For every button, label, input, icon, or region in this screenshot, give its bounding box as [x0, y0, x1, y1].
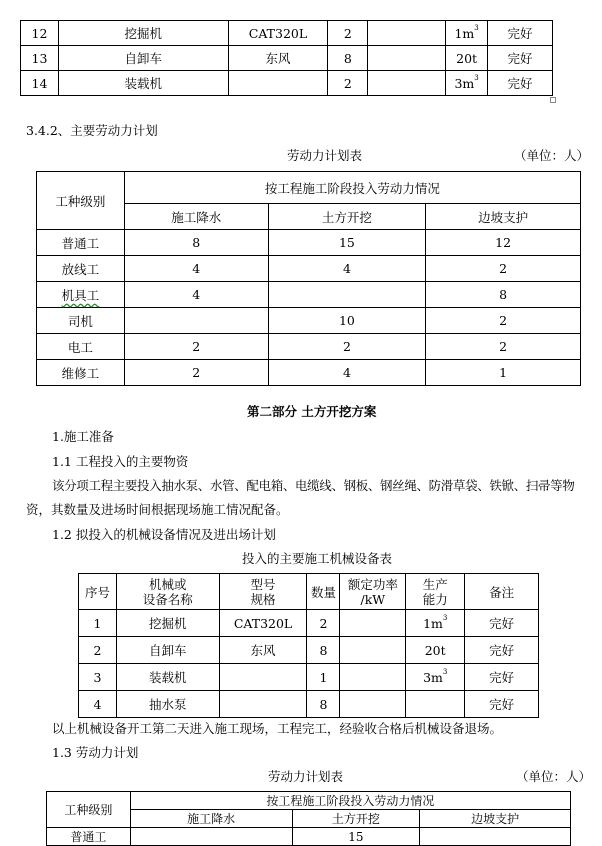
- equipment-table-continued: [20, 20, 553, 96]
- labor2-row-type: 普通工: [47, 828, 131, 846]
- equipment-capacity: 20t: [406, 637, 465, 664]
- equipment-qty: 8: [307, 691, 340, 718]
- row-number: 1: [79, 610, 117, 637]
- equipment-name: 挖掘机: [58, 21, 228, 46]
- table-row: [37, 256, 581, 282]
- equip-head-capacity: 生产 能力: [406, 574, 465, 610]
- table-row: [79, 691, 539, 718]
- equipment-table-title: 投入的主要施工机械设备表: [242, 551, 393, 566]
- equipment-model: CAT320L: [228, 21, 328, 46]
- labor-type: 司机: [37, 308, 125, 334]
- equipment-capacity: 20t: [446, 46, 488, 71]
- equip-head-name: 机械或 设备名称: [116, 574, 219, 610]
- labor-type: 机具工: [37, 282, 125, 308]
- equipment-note: 完好: [465, 691, 539, 718]
- labor-count: 8: [426, 282, 581, 308]
- equipment-power: [368, 21, 446, 46]
- table-row: [37, 360, 581, 386]
- equip-head-model: 型号 规格: [219, 574, 307, 610]
- equipment-note: 完好: [465, 664, 539, 691]
- labor2-cell: [130, 828, 292, 846]
- equipment-note: 完好: [465, 637, 539, 664]
- equipment-power: [340, 664, 406, 691]
- equipment-qty: 8: [307, 637, 340, 664]
- equip-head-power: 额定功率 /kW: [340, 574, 406, 610]
- row-number: 3: [79, 664, 117, 691]
- labor-table-unit: （单位：人）: [514, 148, 590, 163]
- equipment-name: 装载机: [58, 71, 228, 96]
- table-resize-handle[interactable]: [550, 97, 556, 103]
- equipment-capacity: $1m^3$: [406, 610, 465, 637]
- table-row: [21, 46, 553, 71]
- paragraph-materials: 该分项工程主要投入抽水泵、水管、配电箱、电缆线、钢板、钢丝绳、防滑草袋、铁锨、扫帚等物: [52, 478, 575, 493]
- table-row: [21, 71, 553, 96]
- labor2-head-span: 按工程施工阶段投入劳动力情况: [130, 792, 570, 810]
- equipment-model: [219, 691, 307, 718]
- table-row: [79, 637, 539, 664]
- labor-stage: 土方开挖: [268, 204, 426, 230]
- table-row: [79, 610, 539, 637]
- equipment-power: [340, 610, 406, 637]
- labor-count: 15: [268, 230, 426, 256]
- labor-count: 2: [268, 334, 426, 360]
- equipment-name: 抽水泵: [116, 691, 219, 718]
- equipment-model: [228, 71, 328, 96]
- row-number: 14: [21, 71, 59, 96]
- equipment-qty: 1: [307, 664, 340, 691]
- row-number: 2: [79, 637, 117, 664]
- equipment-model: 东风: [219, 637, 307, 664]
- row-number: 12: [21, 21, 59, 46]
- labor-count: 8: [124, 230, 268, 256]
- equipment-model: [219, 664, 307, 691]
- equipment-name: 挖掘机: [116, 610, 219, 637]
- equipment-capacity: [406, 691, 465, 718]
- labor2-head-type: 工种级别: [47, 792, 131, 828]
- equipment-power: [368, 71, 446, 96]
- equipment-capacity: $3m^3$: [406, 664, 465, 691]
- labor2-cell: [420, 828, 571, 846]
- labor-type: 电工: [37, 334, 125, 360]
- equipment-qty: 2: [328, 71, 368, 96]
- equipment-table: [78, 573, 539, 718]
- labor-count: 4: [124, 282, 268, 308]
- table-row: [37, 230, 581, 256]
- equipment-note: 完好: [465, 610, 539, 637]
- paragraph-materials-cont: 资，其数量及进场时间根据现场施工情况配备。: [26, 502, 289, 517]
- table-row: [37, 308, 581, 334]
- equipment-capacity: $3m^3$: [446, 71, 488, 96]
- labor-count: 4: [268, 360, 426, 386]
- equipment-name: 自卸车: [58, 46, 228, 71]
- labor-count: 2: [426, 308, 581, 334]
- labor-stage: 边坡支护: [426, 204, 581, 230]
- equip-head-qty: 数量: [307, 574, 340, 610]
- equipment-power: [340, 637, 406, 664]
- labor-count: 2: [124, 334, 268, 360]
- equipment-note: 完好: [488, 21, 553, 46]
- equipment-name: 自卸车: [116, 637, 219, 664]
- labor2-stage: 边坡支护: [420, 810, 571, 828]
- table-row: [79, 664, 539, 691]
- labor2-cell: 15: [292, 828, 420, 846]
- labor-stage: 施工降水: [124, 204, 268, 230]
- labor-count: 1: [426, 360, 581, 386]
- equipment-qty: 2: [328, 21, 368, 46]
- equipment-name: 装载机: [116, 664, 219, 691]
- row-number: 4: [79, 691, 117, 718]
- equipment-note: 完好: [488, 46, 553, 71]
- heading-1-1: 1.1 工程投入的主要物资: [52, 454, 189, 469]
- table-row: [37, 334, 581, 360]
- labor-count: [124, 308, 268, 334]
- equipment-note: 以上机械设备开工第二天进入施工现场，工程完工，经验收合格后机械设备退场。: [52, 721, 503, 736]
- labor-count: 12: [426, 230, 581, 256]
- equipment-note: 完好: [488, 71, 553, 96]
- table-row: [21, 21, 553, 46]
- labor-type: 普通工: [37, 230, 125, 256]
- labor-table: [36, 171, 581, 386]
- labor-count: 2: [426, 256, 581, 282]
- labor-table-2-unit: （单位：人）: [516, 769, 592, 784]
- labor-head-span: 按工程施工阶段投入劳动力情况: [124, 172, 580, 204]
- labor-count: [268, 282, 426, 308]
- labor2-stage: 施工降水: [130, 810, 292, 828]
- labor-type: 放线工: [37, 256, 125, 282]
- labor-count: 2: [124, 360, 268, 386]
- table-row: [37, 282, 581, 308]
- equipment-model: 东风: [228, 46, 328, 71]
- equipment-power: [368, 46, 446, 71]
- equipment-model: CAT320L: [219, 610, 307, 637]
- heading-1-3: 1.3 劳动力计划: [52, 745, 139, 760]
- equip-head-no: 序号: [79, 574, 117, 610]
- part2-title: 第二部分 土方开挖方案: [247, 404, 377, 419]
- labor-table-2-title: 劳动力计划表: [268, 769, 344, 784]
- equipment-qty: 2: [307, 610, 340, 637]
- heading-1-2: 1.2 拟投入的机械设备情况及进出场计划: [52, 527, 276, 542]
- section-342-heading: 3.4.2、主要劳动力计划: [26, 123, 158, 138]
- labor-count: 2: [426, 334, 581, 360]
- labor-count: 10: [268, 308, 426, 334]
- labor-table-2: [46, 791, 571, 846]
- equip-head-note: 备注: [465, 574, 539, 610]
- labor-table-title: 劳动力计划表: [287, 148, 363, 163]
- equipment-capacity: $1m^3$: [446, 21, 488, 46]
- heading-1: 1.施工准备: [52, 429, 114, 444]
- labor-count: 4: [268, 256, 426, 282]
- equipment-power: [340, 691, 406, 718]
- labor-head-type: 工种级别: [37, 172, 125, 230]
- equipment-qty: 8: [328, 46, 368, 71]
- row-number: 13: [21, 46, 59, 71]
- labor-type: 维修工: [37, 360, 125, 386]
- labor2-stage: 土方开挖: [292, 810, 420, 828]
- labor-count: 4: [124, 256, 268, 282]
